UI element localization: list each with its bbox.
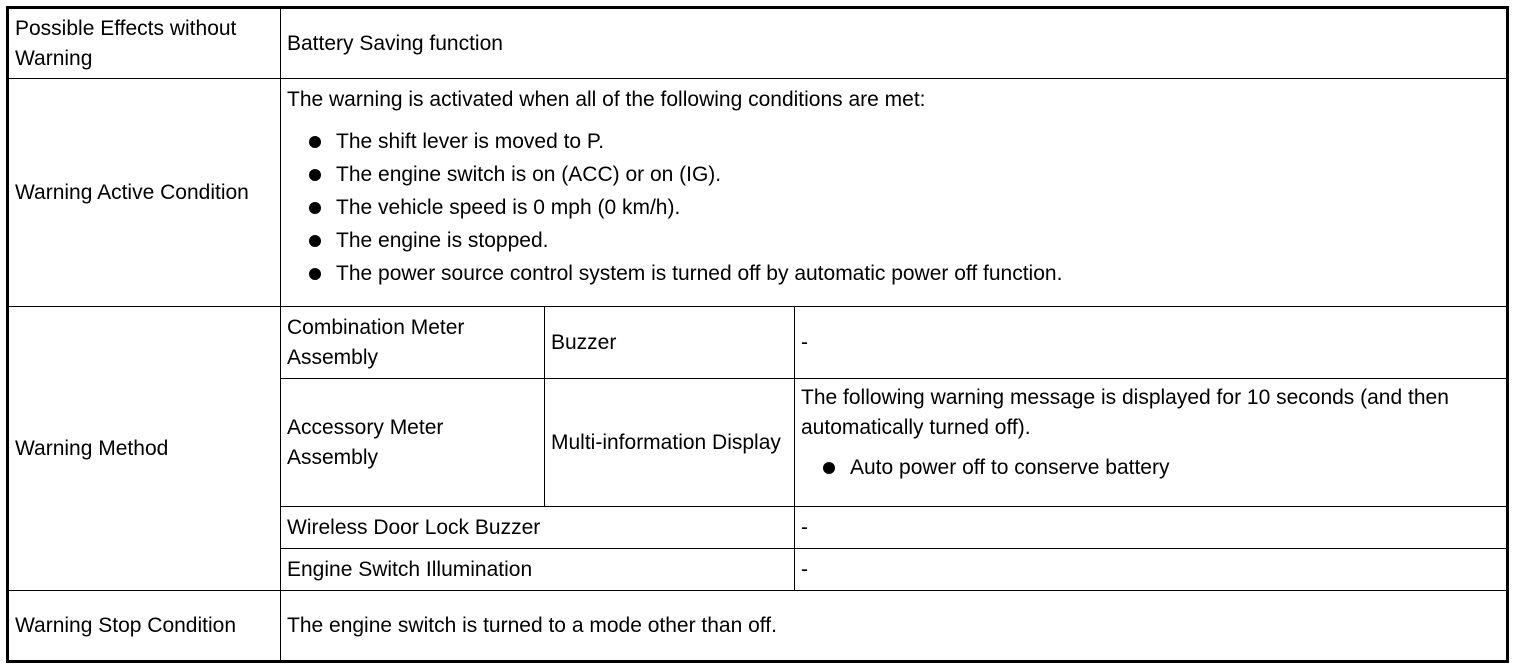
detail-cell bbox=[795, 379, 1508, 507]
list-item: Auto power off to conserve battery bbox=[801, 451, 1500, 484]
output-cell: Multi-information Display bbox=[545, 379, 795, 507]
list-item: The engine is stopped. bbox=[287, 224, 1500, 257]
device-cell: Combination Meter Assembly bbox=[281, 307, 545, 379]
detail-cell: - bbox=[795, 549, 1508, 591]
possible-effects-value: Battery Saving function bbox=[281, 8, 1508, 79]
active-condition-list bbox=[287, 125, 1500, 290]
list-item: The vehicle speed is 0 mph (0 km/h). bbox=[287, 191, 1500, 224]
message-list bbox=[801, 451, 1500, 484]
row-warning-method-combination bbox=[8, 307, 1508, 379]
detail-cell: - bbox=[795, 507, 1508, 549]
device-cell: Engine Switch Illumination bbox=[281, 549, 795, 591]
output-cell: Buzzer bbox=[545, 307, 795, 379]
message-description: The following warning message is displayed for 10 seconds (and then automatically turned off). bbox=[801, 386, 1449, 439]
warning-spec-table bbox=[6, 6, 1509, 663]
device-cell: Wireless Door Lock Buzzer bbox=[281, 507, 795, 549]
row-active-condition bbox=[8, 79, 1508, 307]
warning-method-label: Warning Method bbox=[8, 307, 281, 591]
active-condition-value bbox=[281, 79, 1508, 307]
device-cell: Accessory Meter Assembly bbox=[281, 379, 545, 507]
stop-condition-value: The engine switch is turned to a mode other than off. bbox=[281, 591, 1508, 662]
possible-effects-label: Possible Effects without Warning bbox=[8, 8, 281, 79]
stop-condition-label: Warning Stop Condition bbox=[8, 591, 281, 662]
row-possible-effects bbox=[8, 8, 1508, 79]
detail-cell: - bbox=[795, 307, 1508, 379]
row-stop-condition bbox=[8, 591, 1508, 662]
active-condition-label: Warning Active Condition bbox=[8, 79, 281, 307]
list-item: The shift lever is moved to P. bbox=[287, 125, 1500, 158]
active-condition-intro: The warning is activated when all of the following conditions are met: bbox=[287, 88, 926, 111]
list-item: The engine switch is on (ACC) or on (IG). bbox=[287, 158, 1500, 191]
list-item: The power source control system is turned off by automatic power off function. bbox=[287, 257, 1500, 290]
